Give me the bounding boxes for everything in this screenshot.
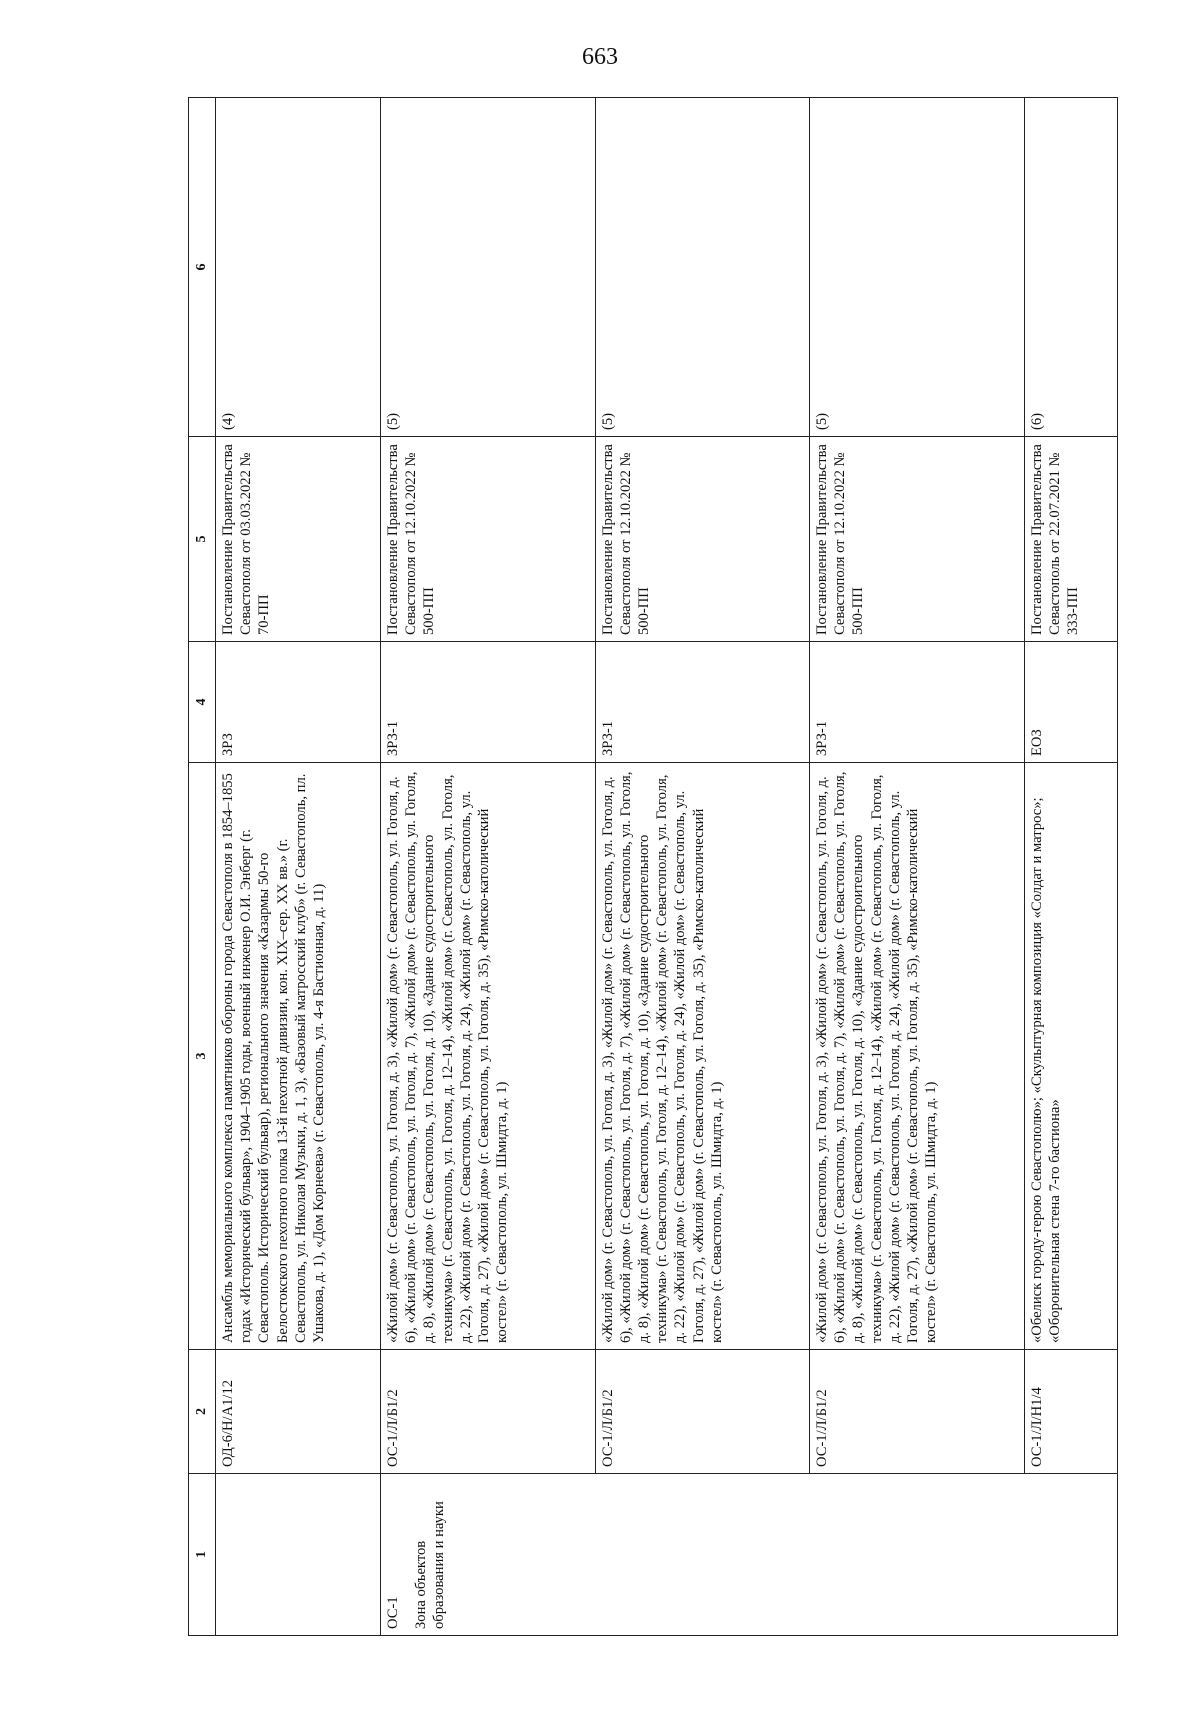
document-cell: Постановление Правительства Севастополя от 12.10.2022 № 500-ПП xyxy=(381,437,596,642)
zone-cell xyxy=(216,1474,381,1636)
table-row xyxy=(595,98,810,1636)
note-cell: (6) xyxy=(1024,98,1118,437)
column-header: 4 xyxy=(189,642,216,763)
column-header: 3 xyxy=(189,763,216,1350)
rotated-table-wrapper xyxy=(188,98,1118,1636)
document-cell: Постановление Правительства Севастополь от 22.07.2021 № 333-ПП xyxy=(1024,437,1118,642)
code-cell: ОД-6/Н/А1/12 xyxy=(216,1350,381,1474)
column-header: 1 xyxy=(189,1474,216,1636)
page-number: 663 xyxy=(582,44,618,70)
code-cell: ОС-1/Л/Б1/2 xyxy=(595,1350,810,1474)
objects-cell: «Обелиск городу-герою Севастополю»; «Скульптурная композиция «Солдат и матрос»; «Оборонительная стена 7-го бастиона» xyxy=(1024,763,1118,1350)
zone-type-cell: ЗРЗ-1 xyxy=(810,642,1025,763)
zones-table xyxy=(188,97,1118,1636)
zone-name: Зона объектов образования и науки xyxy=(413,1501,448,1629)
document-cell: Постановление Правительства Севастополя от 03.03.2022 № 70-ПП xyxy=(216,437,381,642)
table-row xyxy=(381,98,596,1636)
objects-cell: «Жилой дом» (г. Севастополь, ул. Гоголя, д. 3), «Жилой дом» (г. Севастополь, ул. Гоголя, д. 6), «Жилой дом» (г. Севастополь, ул. Гоголя, д. 7), «Жилой дом» (г. Севастополь, ул. Гоголя, д. 8), «Жилой дом» (г. Севастополь, ул. Гоголя, д. 10), «Здание судостроительного техникума» (г. Севастополь, ул. Гоголя, д. 12–14), «Жилой дом» (г. Севастополь, ул. Гоголя, д. 22), «Жилой дом» (г. Севастополь, ул. Гоголя, д. 24), «Жилой дом» (г. Севастополь, ул. Гоголя, д. 27), «Жилой дом» (г. Севастополь, ул. Гоголя, д. 35), «Римско-католический костел» (г. Севастополь, ул. Шмидта, д. 1) xyxy=(381,763,596,1350)
zone-type-cell: ЗРЗ-1 xyxy=(595,642,810,763)
note-cell: (5) xyxy=(810,98,1025,437)
objects-cell: «Жилой дом» (г. Севастополь, ул. Гоголя, д. 3), «Жилой дом» (г. Севастополь, ул. Гоголя, д. 6), «Жилой дом» (г. Севастополь, ул. Гоголя, д. 7), «Жилой дом» (г. Севастополь, ул. Гоголя, д. 8), «Жилой дом» (г. Севастополь, ул. Гоголя, д. 10), «Здание судостроительного техникума» (г. Севастополь, ул. Гоголя, д. 12–14), «Жилой дом» (г. Севастополь, ул. Гоголя, д. 22), «Жилой дом» (г. Севастополь, ул. Гоголя, д. 24), «Жилой дом» (г. Севастополь, ул. Гоголя, д. 27), «Жилой дом» (г. Севастополь, ул. Гоголя, д. 35), «Римско-католический костел» (г. Севастополь, ул. Шмидта, д. 1) xyxy=(810,763,1025,1350)
column-header: 5 xyxy=(189,437,216,642)
document-cell: Постановление Правительства Севастополя от 12.10.2022 № 500-ПП xyxy=(810,437,1025,642)
document-cell: Постановление Правительства Севастополя от 12.10.2022 № 500-ПП xyxy=(595,437,810,642)
zone-type-cell: ЕОЗ xyxy=(1024,642,1118,763)
column-header: 6 xyxy=(189,98,216,437)
note-cell: (5) xyxy=(595,98,810,437)
zone-type-cell: ЗРЗ-1 xyxy=(381,642,596,763)
note-cell: (5) xyxy=(381,98,596,437)
code-cell: ОС-1/Л/Н1/4 xyxy=(1024,1350,1118,1474)
table-header-row xyxy=(189,98,216,1636)
rotated-table-container xyxy=(188,98,1118,1636)
zone-cell xyxy=(381,1474,1118,1636)
code-cell: ОС-1/Л/Б1/2 xyxy=(810,1350,1025,1474)
objects-cell: Ансамбль мемориального комплекса памятников обороны города Севастополя в 1854–1855 годах «Исторический бульвар», 1904–1905 годы, военный инженер О.И. Энберг (г. Севастополь. Исторический бульвар), регионального значения «Казармы 50-го Белостокского пехотного полка 13-й пехотной дивизии, кон. XIX–сер. XX вв.» (г. Севастополь, ул. Николая Музыки, д. 1, 3), «Базовый матросский клуб» (г. Севастополь, пл. Ушакова, д. 1), «Дом Корнеева» (г. Севастополь, ул. 4-я Бастионная, д. 11) xyxy=(216,763,381,1350)
table-row xyxy=(216,98,381,1636)
table-row xyxy=(1024,98,1118,1636)
table-row xyxy=(810,98,1025,1636)
note-cell: (4) xyxy=(216,98,381,437)
column-header: 2 xyxy=(189,1350,216,1474)
zone-type-cell: ЗРЗ xyxy=(216,642,381,763)
code-cell: ОС-1/Л/Б1/2 xyxy=(381,1350,596,1474)
zone-code: ОС-1 xyxy=(385,1596,401,1629)
objects-cell: «Жилой дом» (г. Севастополь, ул. Гоголя, д. 3), «Жилой дом» (г. Севастополь, ул. Гоголя, д. 6), «Жилой дом» (г. Севастополь, ул. Гоголя, д. 7), «Жилой дом» (г. Севастополь, ул. Гоголя, д. 8), «Жилой дом» (г. Севастополь, ул. Гоголя, д. 10), «Здание судостроительного техникума» (г. Севастополь, ул. Гоголя, д. 12–14), «Жилой дом» (г. Севастополь, ул. Гоголя, д. 22), «Жилой дом» (г. Севастополь, ул. Гоголя, д. 24), «Жилой дом» (г. Севастополь, ул. Гоголя, д. 27), «Жилой дом» (г. Севастополь, ул. Гоголя, д. 35), «Римско-католический костел» (г. Севастополь, ул. Шмидта, д. 1) xyxy=(595,763,810,1350)
